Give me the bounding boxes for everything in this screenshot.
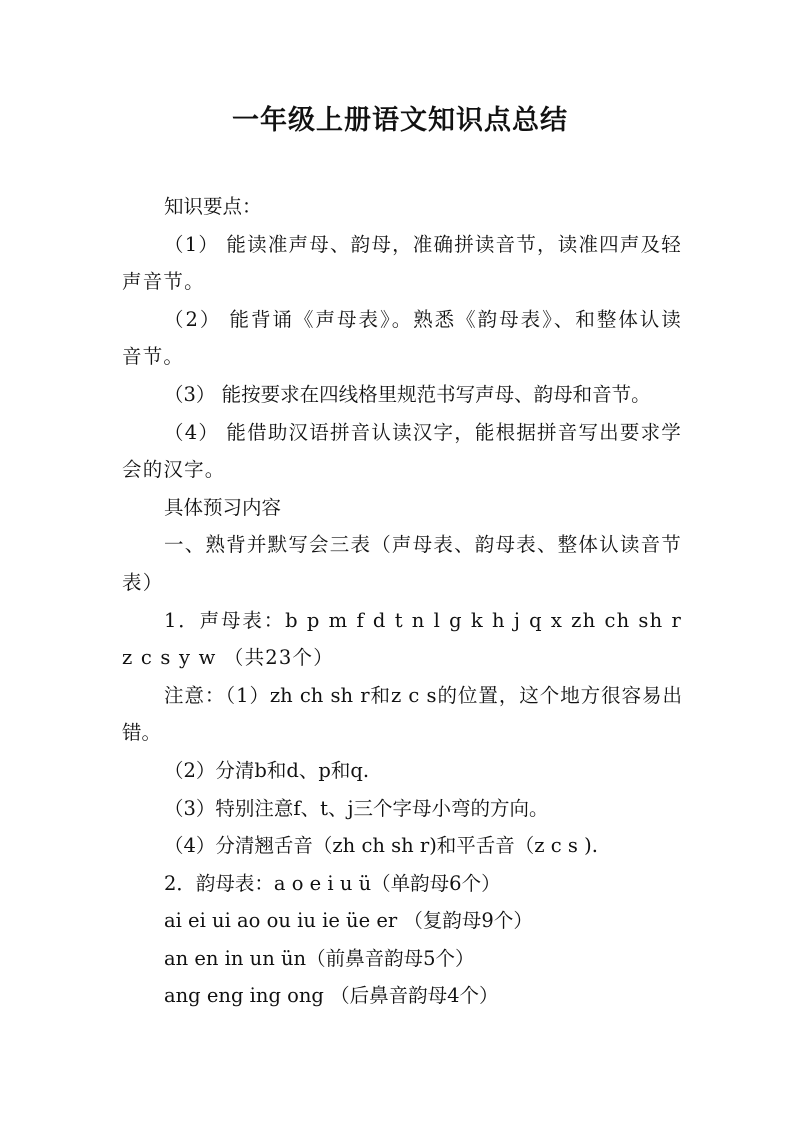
- section-heading-key-points: 知识要点：: [164, 195, 262, 218]
- initials-table-line: 1．声母表：b p m f d t n l g k h j q x zh ch sh r z c s y w （共23个）: [122, 608, 682, 670]
- key-point-3: （3） 能按要求在四线格里规范书写声母、韵母和音节。: [164, 382, 651, 406]
- note-3: （3）特别注意f、t、j三个字母小弯的方向。: [164, 796, 549, 820]
- key-point-4: （4） 能借助汉语拼音认读汉字，能根据拼音写出要求学会的汉字。: [122, 420, 682, 482]
- note-4: （4）分清翘舌音（zh ch sh r)和平舌音（z c s ).: [164, 834, 598, 858]
- front-nasal-finals-line: an en in un ün（前鼻音韵母5个）: [164, 946, 475, 970]
- key-point-2: （2） 能背诵《声母表》。熟悉《韵母表》、和整体认读音节。: [122, 307, 682, 369]
- document-title: 一年级上册语文知识点总结: [232, 105, 568, 136]
- section-heading-preview: 具体预习内容: [164, 495, 282, 519]
- back-nasal-finals-line: ang eng ing ong （后鼻音韵母4个）: [164, 984, 499, 1008]
- note-2: （2）分清b和d、p和q.: [164, 758, 370, 782]
- item-three-tables: 一、熟背并默写会三表（声母表、韵母表、整体认读音节表）: [122, 533, 682, 594]
- note-1: 注意：（1）zh ch sh r和z c s的位置，这个地方很容易出错。: [122, 683, 682, 745]
- key-point-1: （1） 能读准声母、韵母，准确拼读音节，读准四声及轻声音节。: [122, 232, 682, 294]
- compound-finals-line: ai ei ui ao ou iu ie üe er （复韵母9个）: [164, 909, 533, 933]
- document-body: [122, 188, 682, 1015]
- finals-table-line: 2．韵母表：a o e i u ü（单韵母6个）: [164, 871, 501, 895]
